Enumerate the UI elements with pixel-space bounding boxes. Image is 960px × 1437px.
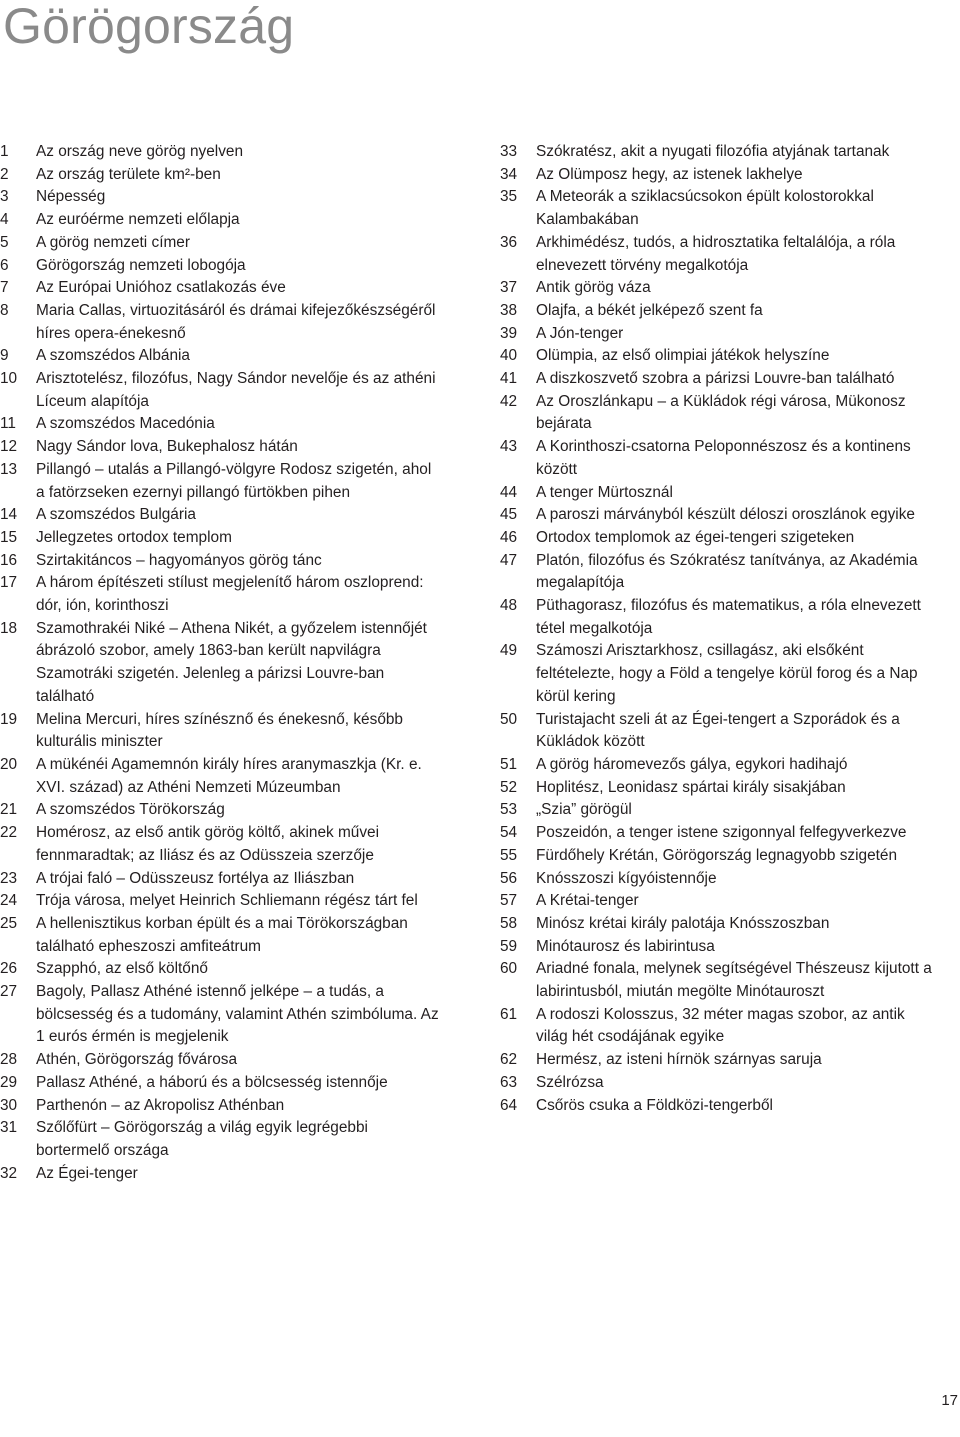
item-text: Ariadné fonala, melynek segítségével Thészeusz kijutott a labirintusból, miután megölte Minótauroszt: [536, 960, 932, 1001]
item-number: 2: [0, 165, 9, 183]
item-text: Görögország nemzeti lobogója: [36, 256, 246, 274]
list-item: [0, 822, 440, 867]
item-text: Pallasz Athéné, a háború és a bölcsesség istennője: [36, 1073, 388, 1091]
item-number: 57: [500, 892, 518, 910]
legend-list-left: [0, 141, 440, 1185]
item-text: A szomszédos Bulgária: [36, 506, 196, 524]
item-text: A hellenisztikus korban épült és a mai Törökországban található epheszoszi amfiteátrum: [36, 914, 408, 955]
item-number: 38: [500, 301, 518, 319]
item-number: 62: [500, 1051, 518, 1069]
item-number: 48: [500, 597, 518, 615]
item-text: A szomszédos Macedónia: [36, 415, 215, 433]
item-number: 1: [0, 143, 9, 160]
item-number: 50: [500, 710, 518, 728]
item-text: A görög háromevezős gálya, egykori hadihajó: [536, 755, 848, 773]
item-number: 45: [500, 506, 518, 524]
list-item: [500, 527, 940, 550]
list-item: [500, 141, 940, 164]
page-title: Görögország: [3, 0, 295, 54]
list-item: [0, 527, 440, 550]
item-number: 21: [0, 801, 18, 819]
list-item: [0, 618, 440, 709]
list-item: [0, 550, 440, 573]
item-text: Népesség: [36, 188, 106, 206]
item-text: A Meteorák a sziklacsúcsokon épült kolostorokkal Kalambakában: [536, 188, 874, 229]
page-number: 17: [941, 1392, 958, 1409]
item-text: Hermész, az isteni hírnök szárnyas saruja: [536, 1051, 822, 1069]
item-number: 49: [500, 642, 518, 660]
list-item: [500, 436, 940, 481]
item-text: Jellegzetes ortodox templom: [36, 528, 232, 546]
list-item: [500, 913, 940, 936]
list-item: [0, 958, 440, 981]
item-text: „Szia” görögül: [536, 801, 632, 819]
item-text: A diszkoszvető szobra a párizsi Louvre-ban található: [536, 370, 895, 388]
item-number: 31: [0, 1119, 18, 1137]
item-number: 32: [0, 1164, 18, 1182]
list-item: [0, 1095, 440, 1118]
item-number: 13: [0, 460, 18, 478]
item-number: 51: [500, 755, 518, 773]
item-number: 16: [0, 551, 18, 569]
item-text: Az Európai Unióhoz csatlakozás éve: [36, 279, 286, 297]
item-text: Turistajacht szeli át az Égei-tengert a Szporádok és a Kükládok között: [536, 710, 900, 751]
item-number: 30: [0, 1096, 18, 1114]
item-text: Homérosz, az első antik görög költő, akinek művei fennmaradtak; az Iliász és az Odüsszeia szerzője: [36, 824, 380, 864]
item-text: Olajfa, a békét jelképező szent fa: [536, 301, 763, 319]
item-text: Szélrózsa: [536, 1073, 604, 1091]
list-item: [500, 345, 940, 368]
list-item: [500, 482, 940, 505]
item-number: 11: [0, 415, 16, 433]
list-item: [0, 572, 440, 617]
list-item: [500, 640, 940, 708]
item-text: Szapphó, az első költőnő: [36, 960, 208, 978]
item-text: Platón, filozófus és Szókratész tanítványa, az Akadémia megalapítója: [536, 551, 918, 592]
item-text: Poszeidón, a tenger istene szigonnyal felfegyverkezve: [536, 824, 907, 842]
item-number: 61: [500, 1005, 518, 1023]
item-number: 59: [500, 937, 518, 955]
list-item: [500, 164, 940, 187]
item-number: 60: [500, 960, 518, 978]
item-text: A szomszédos Törökország: [36, 801, 225, 819]
item-number: 40: [500, 347, 518, 365]
list-item: [0, 754, 440, 799]
item-number: 28: [0, 1051, 18, 1069]
item-number: 4: [0, 211, 9, 229]
item-text: Az ország neve görög nyelven: [36, 143, 244, 160]
item-text: Az Égei-tenger: [36, 1164, 138, 1182]
item-text: Szőlőfürt – Görögország a világ egyik legrégebbi bortermelő országa: [36, 1119, 368, 1159]
list-item: [0, 141, 440, 164]
list-item: [500, 1004, 940, 1049]
item-number: 20: [0, 755, 18, 773]
item-text: Csőrös csuka a Földközi-tengerből: [536, 1096, 773, 1114]
item-number: 58: [500, 914, 518, 932]
item-text: Szókratész, akit a nyugati filozófia atyjának tartanak: [536, 143, 890, 160]
item-number: 26: [0, 960, 18, 978]
list-item: [0, 255, 440, 278]
item-number: 17: [0, 574, 18, 592]
item-number: 34: [500, 165, 518, 183]
item-number: 42: [500, 392, 518, 410]
item-number: 25: [0, 914, 18, 932]
list-item: [500, 391, 940, 436]
item-number: 46: [500, 528, 518, 546]
item-number: 5: [0, 233, 9, 251]
item-text: Az euróérme nemzeti előlapja: [36, 211, 240, 229]
item-text: Knósszoszi kígyóistennője: [536, 869, 717, 887]
item-number: 47: [500, 551, 518, 569]
item-number: 55: [500, 846, 518, 864]
list-item: [0, 186, 440, 209]
item-text: Melina Mercuri, híres színésznő és énekesnő, később kulturális miniszter: [36, 710, 403, 751]
item-number: 54: [500, 824, 518, 842]
item-text: Arkhimédész, tudós, a hidrosztatika feltalálója, a róla elnevezett törvény megalkotója: [536, 233, 896, 274]
item-number: 44: [500, 483, 518, 501]
list-item: [500, 845, 940, 868]
item-number: 23: [0, 869, 18, 887]
list-item: [0, 504, 440, 527]
item-number: 6: [0, 256, 9, 274]
item-number: 22: [0, 824, 18, 842]
item-text: Szamothrakéi Niké – Athena Nikét, a győzelem istennőjét ábrázoló szobor, amely 1863-ban került napvilágra Szamotráki szigetén. Jelenleg a párizsi Louvre-ban található: [36, 619, 427, 705]
legend-list-right: [500, 141, 940, 1117]
item-text: A szomszédos Albánia: [36, 347, 190, 365]
item-number: 43: [500, 438, 518, 456]
item-text: Az Oroszlánkapu – a Kükládok régi városa, Mükonosz bejárata: [536, 392, 906, 433]
item-text: A Jón-tenger: [536, 324, 624, 342]
list-item: [500, 868, 940, 891]
item-number: 52: [500, 778, 518, 796]
list-item: [500, 550, 940, 595]
item-text: Hoplitész, Leonidasz spártai király sisakjában: [536, 778, 846, 796]
list-item: [500, 277, 940, 300]
item-text: A Korinthoszi-csatorna Peloponnészosz és a kontinens között: [536, 438, 911, 478]
list-item: [500, 799, 940, 822]
item-text: A három építészeti stílust megjelenítő három oszloprend: dór, ión, korinthoszi: [36, 574, 424, 615]
list-item: [500, 595, 940, 640]
item-text: A görög nemzeti címer: [36, 233, 190, 251]
item-text: A Krétai-tenger: [536, 892, 639, 910]
list-item: [0, 277, 440, 300]
item-number: 36: [500, 233, 518, 251]
item-number: 53: [500, 801, 518, 819]
item-number: 33: [500, 143, 518, 160]
item-number: 19: [0, 710, 18, 728]
list-item: [500, 822, 940, 845]
item-number: 63: [500, 1073, 518, 1091]
list-item: [500, 936, 940, 959]
list-item: [500, 1072, 940, 1095]
item-number: 27: [0, 983, 18, 1001]
item-number: 18: [0, 619, 18, 637]
item-number: 56: [500, 869, 518, 887]
list-item: [0, 868, 440, 891]
list-item: [500, 709, 940, 754]
item-text: Parthenón – az Akropolisz Athénban: [36, 1096, 285, 1114]
list-item: [500, 777, 940, 800]
item-number: 14: [0, 506, 18, 524]
item-text: A paroszi márványból készült déloszi oroszlánok egyike: [536, 506, 915, 524]
list-item: [500, 890, 940, 913]
item-text: Minótaurosz és labirintusa: [536, 937, 715, 955]
list-item: [0, 436, 440, 459]
item-text: Trója városa, melyet Heinrich Schliemann régész tárt fel: [36, 892, 418, 910]
item-text: Bagoly, Pallasz Athéné istennő jelképe – a tudás, a bölcsesség és a tudomány, valamint Athén szimbóluma. Az 1 eurós érmén is megjelenik: [36, 983, 439, 1046]
list-item: [0, 890, 440, 913]
list-item: [0, 1163, 440, 1186]
item-number: 3: [0, 188, 9, 206]
list-item: [0, 368, 440, 413]
item-number: 9: [0, 347, 9, 365]
list-item: [0, 345, 440, 368]
item-number: 7: [0, 279, 9, 297]
list-item: [0, 413, 440, 436]
list-item: [0, 164, 440, 187]
item-number: 37: [500, 279, 518, 297]
item-text: Antik görög váza: [536, 279, 651, 297]
item-text: A tenger Mürtosznál: [536, 483, 673, 501]
item-text: Fürdőhely Krétán, Görögország legnagyobb szigetén: [536, 846, 898, 864]
item-text: Nagy Sándor lova, Bukephalosz hátán: [36, 438, 298, 456]
item-text: A mükénéi Agamemnón király híres aranymaszkja (Kr. e. XVI. század) az Athéni Nemzeti Múzeumban: [36, 755, 422, 796]
item-text: Minósz krétai király palotája Knósszoszban: [536, 914, 830, 932]
item-text: Olümpia, az első olimpiai játékok helyszíne: [536, 347, 830, 365]
item-text: A rodoszi Kolosszus, 32 méter magas szobor, az antik világ hét csodájának egyike: [536, 1005, 905, 1046]
item-text: Az ország területe km²-ben: [36, 165, 221, 183]
item-number: 41: [500, 370, 518, 388]
item-text: Arisztotelész, filozófus, Nagy Sándor nevelője és az athéni Líceum alapítója: [36, 370, 436, 410]
item-number: 15: [0, 528, 18, 546]
list-item: [500, 754, 940, 777]
list-item: [0, 1049, 440, 1072]
item-text: Az Olümposz hegy, az istenek lakhelye: [536, 165, 803, 183]
item-number: 64: [500, 1096, 518, 1114]
item-number: 29: [0, 1073, 18, 1091]
list-item: [500, 300, 940, 323]
item-text: Szirtakitáncos – hagyományos görög tánc: [36, 551, 322, 569]
list-item: [0, 300, 440, 345]
list-item: [0, 799, 440, 822]
item-number: 8: [0, 301, 9, 319]
list-item: [0, 913, 440, 958]
item-number: 24: [0, 892, 18, 910]
list-item: [500, 368, 940, 391]
list-item: [500, 958, 940, 1003]
list-item: [0, 709, 440, 754]
item-number: 12: [0, 438, 18, 456]
item-text: Püthagorasz, filozófus és matematikus, a róla elnevezett tétel megalkotója: [536, 597, 921, 637]
list-item: [0, 232, 440, 255]
list-item: [500, 323, 940, 346]
list-item: [0, 981, 440, 1049]
item-text: Számoszi Arisztarkhosz, csillagász, aki elsőként feltételezte, hogy a Föld a tengelye körül forog és a Nap körül kering: [536, 642, 918, 705]
list-item: [0, 209, 440, 232]
list-item: [0, 1072, 440, 1095]
item-text: Maria Callas, virtuozitásáról és drámai kifejezőkészségéről híres opera-énekesnő: [36, 301, 436, 342]
item-number: 35: [500, 188, 518, 206]
item-text: Athén, Görögország fővárosa: [36, 1051, 238, 1069]
item-number: 39: [500, 324, 518, 342]
item-number: 10: [0, 370, 18, 388]
list-item: [500, 504, 940, 527]
item-text: A trójai faló – Odüsszeusz fortélya az Iliászban: [36, 869, 355, 887]
list-item: [500, 232, 940, 277]
item-text: Ortodox templomok az égei-tengeri szigeteken: [536, 528, 855, 546]
list-item: [500, 186, 940, 231]
list-item: [500, 1049, 940, 1072]
list-item: [0, 459, 440, 504]
list-item: [0, 1117, 440, 1162]
list-item: [500, 1095, 940, 1118]
item-text: Pillangó – utalás a Pillangó-völgyre Rodosz szigetén, ahol a fatörzseken ezernyi pillangó fürtökben pihen: [36, 460, 432, 501]
